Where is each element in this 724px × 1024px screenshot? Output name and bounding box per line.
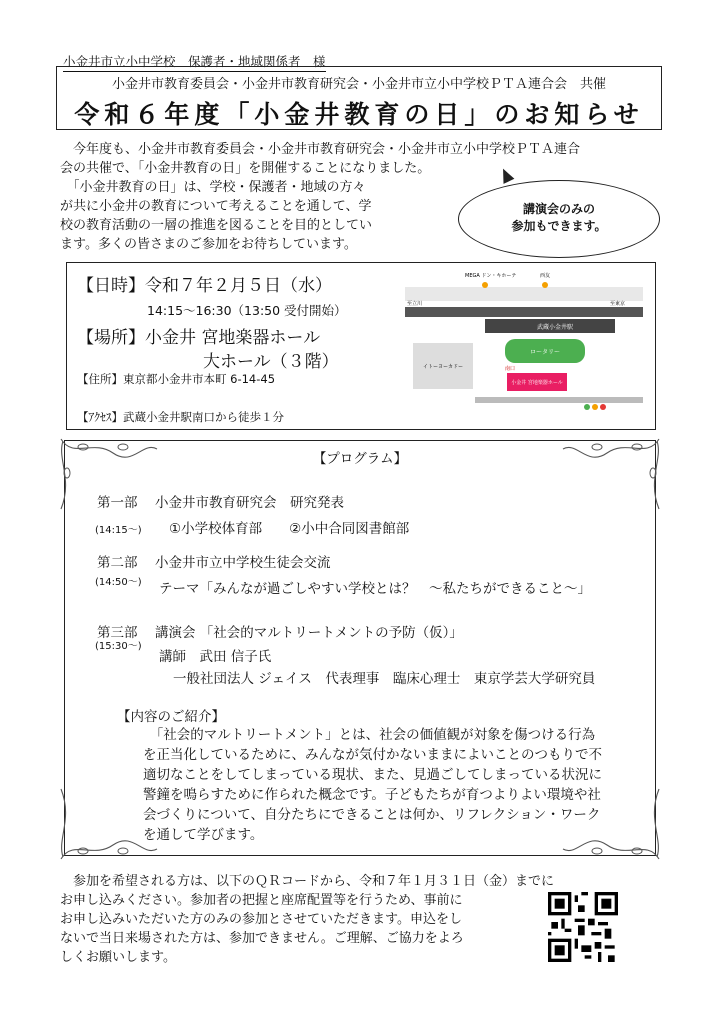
- program-box: [64, 440, 656, 856]
- venue-map: [405, 267, 643, 417]
- bubble-line: 講演会のみの: [522, 202, 595, 216]
- bubble-line: 参加もできます。: [511, 219, 607, 233]
- event-venue-hall: 大ホール（３階）: [203, 352, 339, 372]
- event-date: 【日時】令和７年２月５日（水）: [77, 276, 332, 296]
- intro-line: 会の共催で、「小金井教育の日」を開催することになりました。: [60, 161, 431, 176]
- map-station: 武蔵小金井駅: [536, 324, 574, 331]
- vine-ornament-top-right: [557, 429, 667, 519]
- part3-time: (15:30～): [95, 641, 142, 652]
- content-line: 適切なことをしてしまっている現状、また、見過ごしてしまっている状況に: [143, 767, 602, 783]
- part3-label: 第三部: [97, 625, 138, 641]
- intro-narrow: [60, 178, 420, 254]
- map-hall: 小金井 宮地楽器ホール: [511, 380, 563, 386]
- part3-title: 講演会 「社会的マルトリートメントの予防（仮）」: [155, 625, 463, 641]
- intro-wide: [60, 140, 660, 178]
- content-heading: 【内容のご紹介】: [117, 709, 225, 725]
- part2-title: 小金井市立中学校生徒会交流: [155, 555, 331, 571]
- part1-items: ①小学校体育部 ②小中合同図書館部: [169, 521, 410, 537]
- lecturer-title: 一般社団法人 ジェイス 代表理事 臨床心理士 東京学芸大学研究員: [173, 671, 596, 687]
- speech-bubble: [458, 180, 660, 258]
- map-nishi: 西友: [540, 273, 551, 279]
- registration-line: しくお願いします。: [60, 950, 176, 965]
- registration-line: 参加を希望される方は、以下のＱＲコードから、令和７年１月３１日（金）までに: [60, 874, 555, 889]
- content-body: [143, 725, 643, 845]
- intro-line: 「小金井教育の日」は、学校・保護者・地域の方々: [60, 180, 366, 195]
- map-rotary: ロータリー: [529, 349, 561, 356]
- event-info-box: [66, 262, 656, 430]
- registration-line: お申し込みいただいた方のみの参加とさせていただきます。申込をし: [60, 912, 462, 927]
- part1-time: (14:15～): [95, 525, 142, 536]
- cohosts: 小金井市教育委員会・小金井市教育研究会・小金井市立小中学校ＰＴＡ連合会 共催: [111, 77, 606, 92]
- addressee: 小金井市立小中学校 保護者・地域関係者 様: [63, 52, 326, 72]
- part2-theme: テーマ「みんなが過ごしやすい学校とは？ ～私たちができること～」: [159, 581, 591, 597]
- event-venue: 【場所】小金井 宮地楽器ホール: [77, 328, 321, 348]
- part2-time: (14:50～): [95, 577, 142, 588]
- intro-line: 今年度も、小金井市教育委員会・小金井市教育研究会・小金井市立小中学校ＰＴＡ連合: [60, 142, 581, 157]
- part1-title: 小金井市教育研究会 研究発表: [155, 495, 344, 511]
- intro-line: 校の教育活動の一層の推進を図ることを目的としてい: [60, 218, 373, 233]
- content-line: 警鐘を鳴らすために作られた概念です。子どもたちが育つよりよい環境や社: [143, 787, 601, 803]
- event-address: 【住所】東京都小金井市本町 6-14-45: [77, 372, 276, 386]
- registration-line: お申し込みください。参加者の把握と座席配置等を行うため、事前に: [60, 893, 463, 908]
- map-megadonki: MEGA ドン・キホーテ: [465, 273, 517, 279]
- lecturer: 講師 武田 信子氏: [159, 649, 272, 665]
- part1-label: 第一部: [97, 495, 138, 511]
- part2-label: 第二部: [97, 555, 138, 571]
- event-time: 14:15～16:30（13:50 受付開始）: [147, 303, 347, 318]
- page-title: 令和６年度「小金井教育の日」のお知らせ: [74, 100, 644, 129]
- content-line: 会づくりについて、自分たちにできることは何か、リフレクション・ワーク: [143, 807, 601, 823]
- content-line: 「社会的マルトリートメント」とは、社会の価値観が対象を傷つける行為: [143, 727, 596, 743]
- map-south-exit: 南口: [505, 366, 516, 372]
- event-access: 【ｱｸｾｽ】武蔵小金井駅南口から徒歩１分: [77, 410, 284, 424]
- map-tachikawa: 至立川: [407, 301, 423, 307]
- intro-line: が共に小金井の教育について考えることを通して、学: [60, 199, 372, 214]
- program-title: 【プログラム】: [312, 451, 408, 467]
- qr-code[interactable]: [548, 892, 618, 962]
- map-tokyo: 至東京: [610, 301, 626, 307]
- content-line: を正当化しているために、みんなが気付かないままによいことのつもりで不: [143, 747, 602, 763]
- intro-line: ます。多くの皆さまのご参加をお待ちしています。: [60, 237, 357, 252]
- registration-line: ないで当日来場された方は、参加できません。ご理解、ご協力をよろ: [60, 931, 464, 946]
- map-ito: イトーヨーカドー: [423, 364, 463, 370]
- header-box: [56, 66, 662, 130]
- content-line: を通して学びます。: [143, 827, 264, 843]
